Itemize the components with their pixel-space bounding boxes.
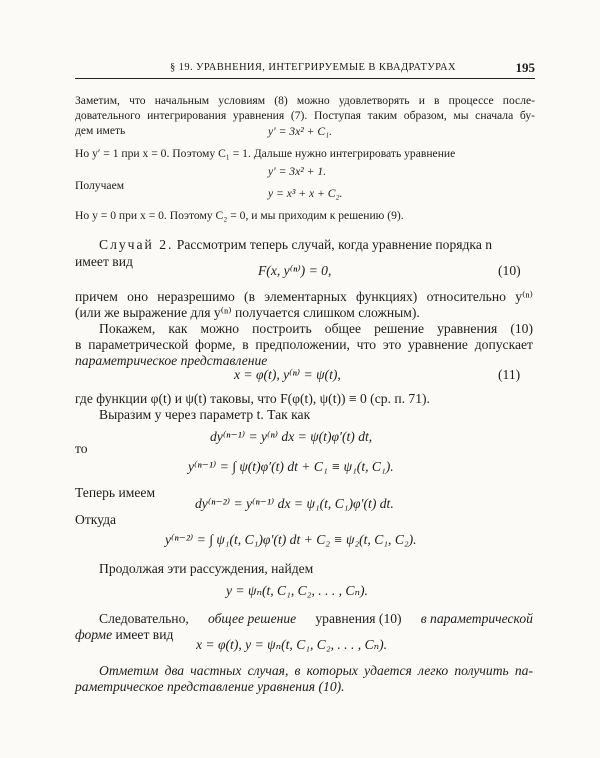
formula: y⁽ⁿ⁻¹⁾ = ∫ ψ(t)φ′(t) dt + C₁ ≡ ψ₁(t, C₁). bbox=[188, 459, 394, 474]
text-line: Получаем bbox=[75, 179, 125, 192]
page-number: 195 bbox=[515, 60, 535, 75]
text-line: дем иметь bbox=[75, 124, 126, 137]
text-fragment: Следовательно, bbox=[99, 611, 189, 626]
case-label: Случай 2. bbox=[99, 237, 174, 252]
text-fragment-italic: общее решение bbox=[207, 611, 297, 626]
formula: y′ = 3x² + C₁. bbox=[268, 125, 333, 138]
text-line: Но y′ = 1 при x = 0. Поэтому C₁ = 1. Дальше нужно интегрировать уравнение bbox=[75, 147, 456, 160]
formula: dy⁽ⁿ⁻²⁾ = y⁽ⁿ⁻¹⁾ dx = ψ₁(t, C₁)φ′(t) dt. bbox=[195, 496, 394, 511]
formula: x = φ(t), y⁽ⁿ⁾ = ψ(t), bbox=[234, 367, 341, 382]
text-line: где функции φ(t) и ψ(t) таковы, что F(φ(t), ψ(t)) ≡ 0 (ср. п. 71). bbox=[75, 391, 430, 406]
text-fragment-italic: в параметрической bbox=[420, 611, 533, 626]
text-line: раметрическое представление уравнения (10). bbox=[75, 679, 345, 694]
text-line: имеет вид bbox=[75, 254, 133, 269]
text-line: Покажем, как можно построить общее решение уравнения (10) bbox=[99, 321, 533, 336]
text-line bbox=[99, 610, 533, 627]
text-fragment: уравнения (10) bbox=[315, 611, 402, 626]
case-heading-line bbox=[99, 236, 492, 253]
text-line: Откуда bbox=[75, 512, 117, 527]
text-line: Теперь имеем bbox=[75, 485, 156, 500]
formula: x = φ(t), y = ψₙ(t, C₁, C₂, . . . , Cₙ). bbox=[196, 637, 388, 652]
running-header bbox=[75, 60, 535, 79]
text-fragment-italic: форме bbox=[75, 627, 113, 642]
text-line: Но y = 0 при x = 0. Поэтому C₂ = 0, и мы приходим к решению (9). bbox=[75, 209, 404, 222]
text-line: то bbox=[75, 441, 88, 456]
text-line: довательного интегрирования уравнения (7). Поступая таким образом, мы сначала бу- bbox=[75, 109, 535, 122]
text-line: (или же выражение для y⁽ⁿ⁾ получается слишком сложным). bbox=[75, 305, 420, 320]
text-line: в параметрической форме, в предположении, что это уравнение допускает bbox=[75, 337, 533, 352]
formula: y = x³ + x + C₂. bbox=[268, 187, 343, 200]
formula: y′ = 3x² + 1. bbox=[268, 165, 327, 178]
formula: F(x, y⁽ⁿ⁾) = 0, bbox=[258, 263, 332, 278]
equation-number: (11) bbox=[498, 367, 521, 382]
section-title: § 19. УРАВНЕНИЯ, ИНТЕГРИРУЕМЫЕ В КВАДРАТУРАХ bbox=[170, 62, 456, 73]
case-text: Рассмотрим теперь случай, когда уравнение порядка n bbox=[176, 237, 493, 252]
text-line: Заметим, что начальным условиям (8) можно удовлетворять и в процессе после- bbox=[75, 94, 535, 107]
text-line: параметрическое представление bbox=[75, 353, 268, 368]
text-line: Продолжая эти рассуждения, найдем bbox=[99, 561, 314, 576]
formula: y⁽ⁿ⁻²⁾ = ∫ ψ₁(t, C₁)φ′(t) dt + C₂ ≡ ψ₂(t, C₁, C₂). bbox=[165, 532, 417, 547]
text-fragment: имеет вид bbox=[112, 627, 174, 642]
formula: dy⁽ⁿ⁻¹⁾ = y⁽ⁿ⁾ dx = ψ(t)φ′(t) dt, bbox=[210, 429, 373, 444]
equation-number: (10) bbox=[498, 263, 521, 278]
text-line bbox=[75, 626, 173, 643]
text-line: Выразим y через параметр t. Так как bbox=[99, 407, 311, 422]
text-line: Отметим два частных случая, в которых удается легко получить па- bbox=[99, 663, 533, 678]
formula: y = ψₙ(t, C₁, C₂, . . . , Cₙ). bbox=[226, 583, 368, 598]
text-line: причем оно неразрешимо (в элементарных функциях) относительно y⁽ⁿ⁾ bbox=[75, 289, 533, 304]
